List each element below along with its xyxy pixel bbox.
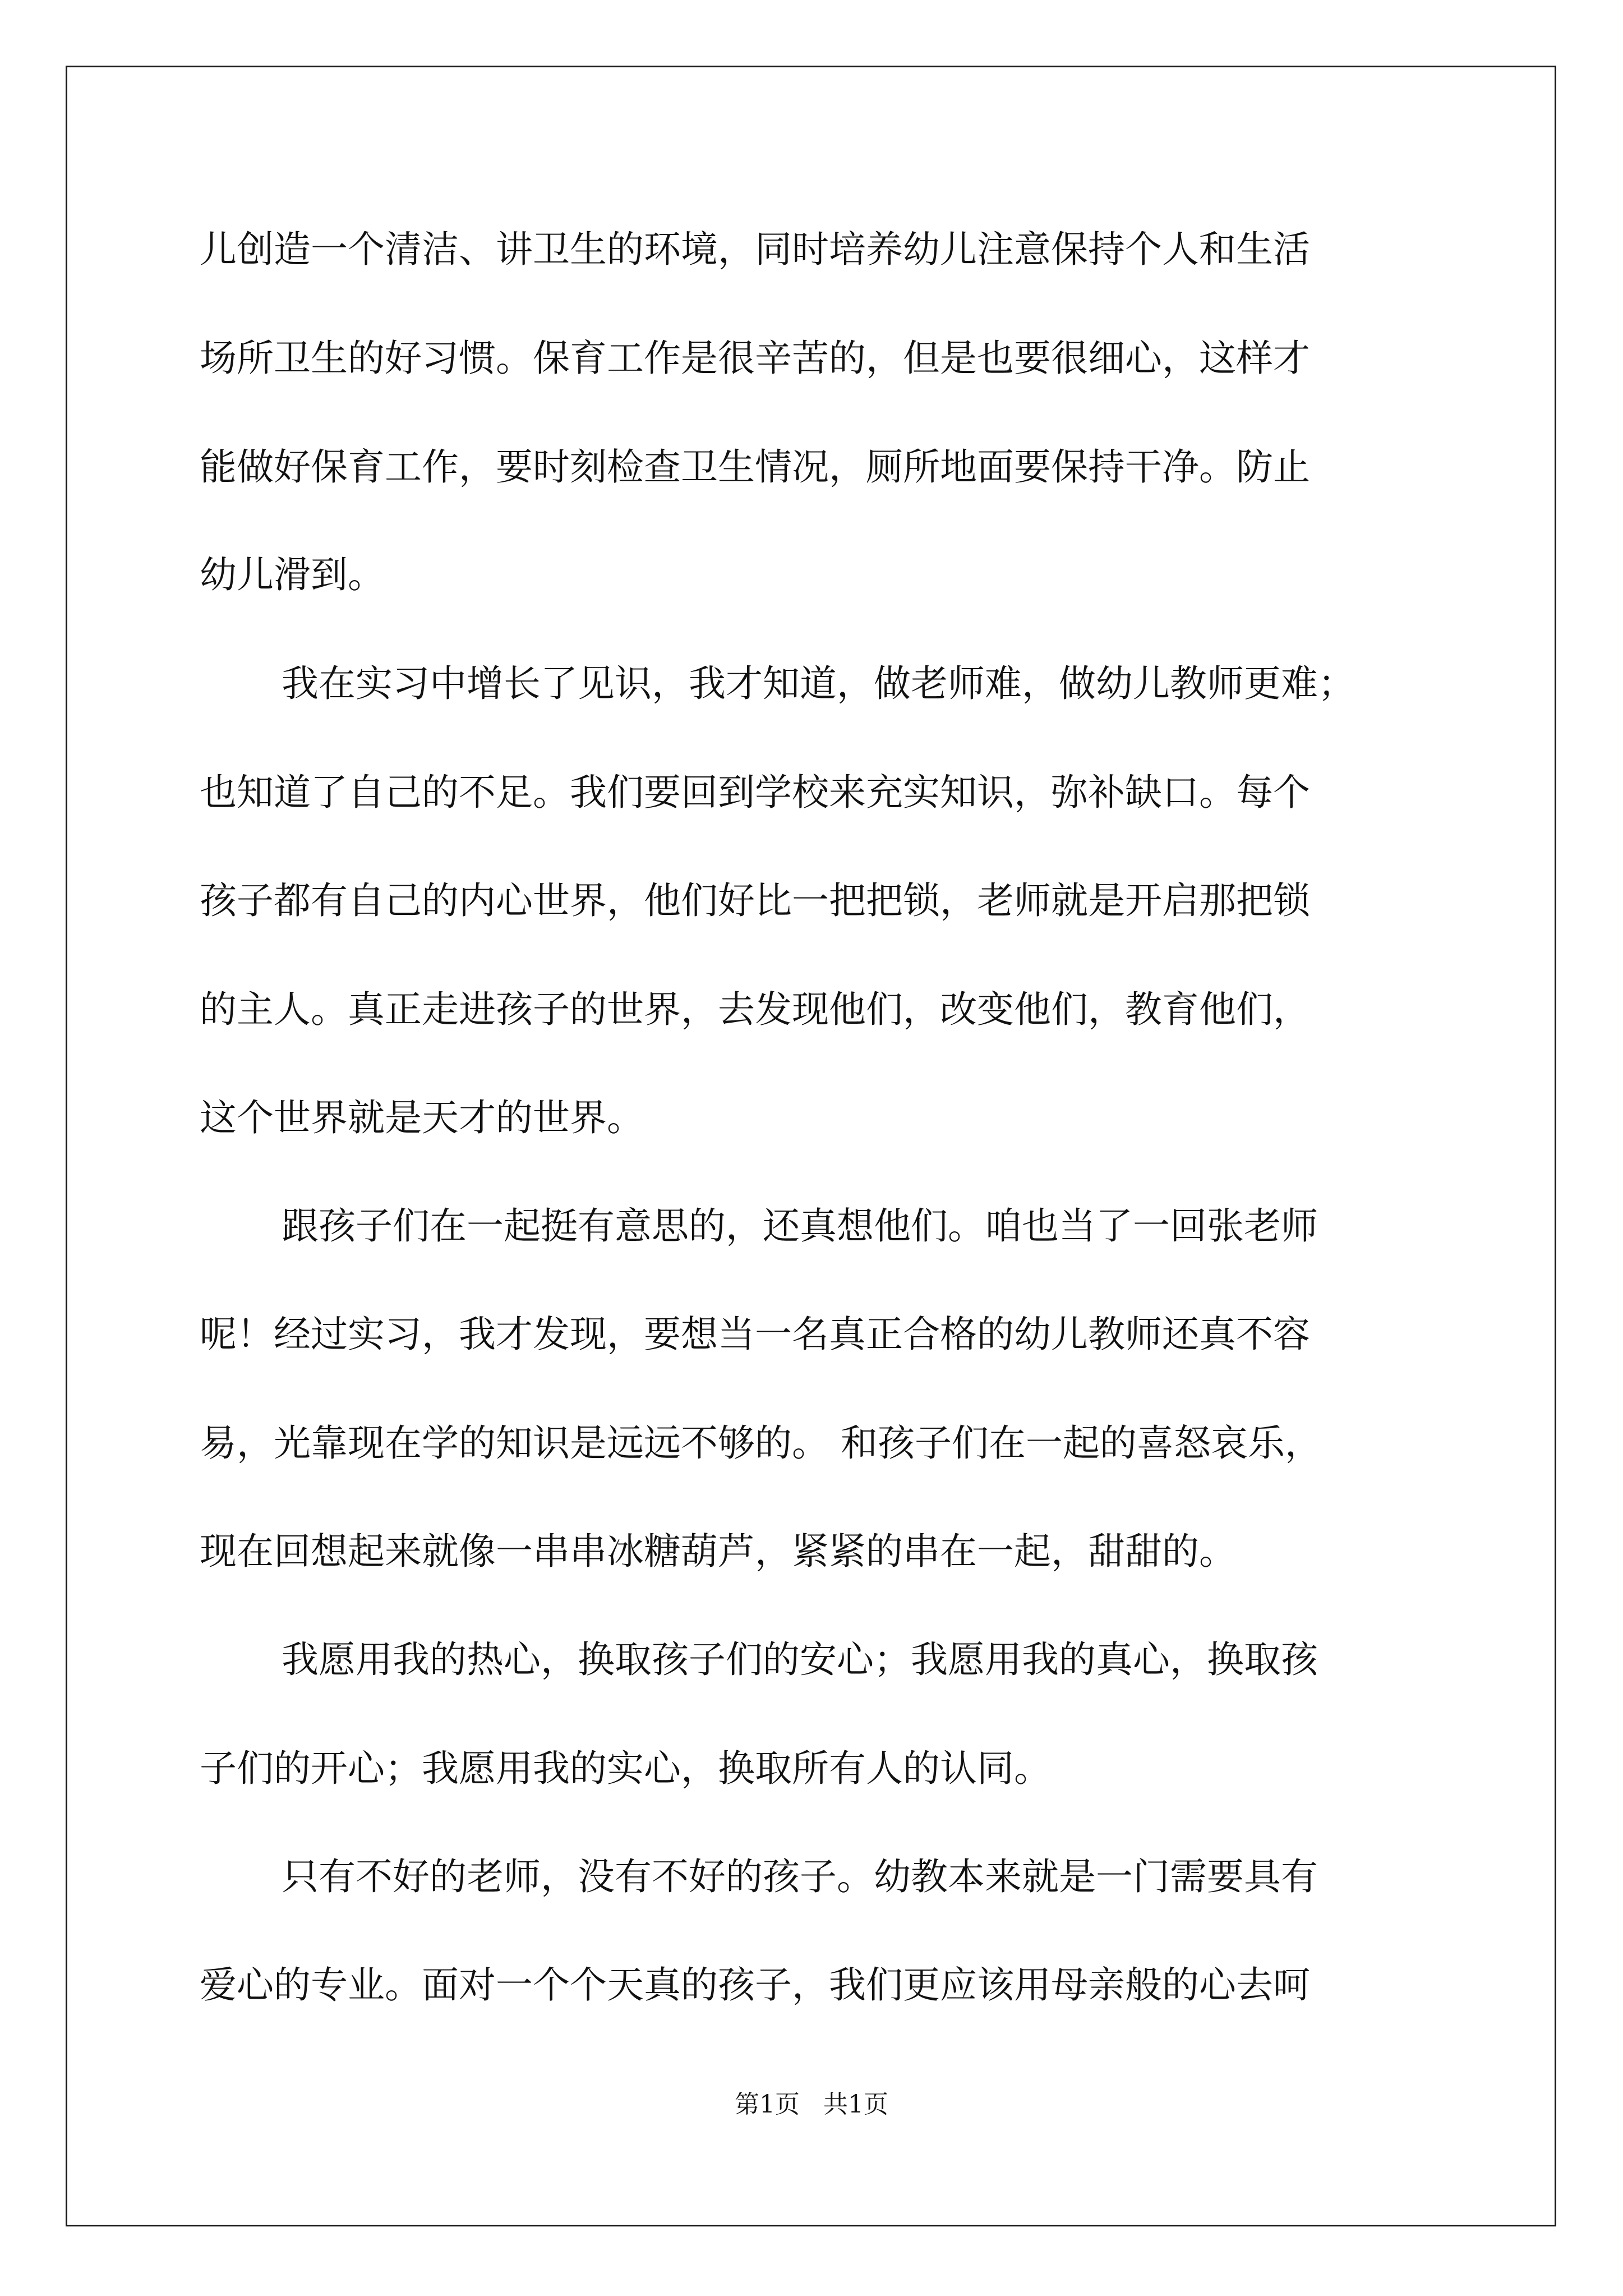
text-line: 子们的开心；我愿用我的实心，换取所有人的认同。: [200, 1747, 1051, 1790]
text-line: 也知道了自己的不足。我们要回到学校来充实知识，弥补缺口。每个: [200, 771, 1310, 814]
text-line: 场所卫生的好习惯。保育工作是很辛苦的，但是也要很细心，这样才: [200, 337, 1310, 380]
text-line: 能做好保育工作，要时刻检查卫生情况，厕所地面要保持干净。防止: [200, 445, 1310, 489]
text-line: 孩子都有自己的内心世界，他们好比一把把锁，老师就是开启那把锁: [200, 879, 1310, 922]
text-line: 这个世界就是天才的世界。: [200, 1096, 644, 1139]
text-line: 儿创造一个清洁、讲卫生的环境，同时培养幼儿注意保持个人和生活: [200, 228, 1310, 271]
text-line: 现在回想起来就像一串串冰糖葫芦，紧紧的串在一起，甜甜的。: [200, 1530, 1236, 1573]
text-line: 呢！经过实习，我才发现，要想当一名真正合格的幼儿教师还真不容: [200, 1313, 1310, 1356]
text-line: 爱心的专业。面对一个个天真的孩子，我们更应该用母亲般的心去呵: [200, 1963, 1310, 2007]
paragraph-first-line: 跟孩子们在一起挺有意思的，还真想他们。咱也当了一回张老师: [282, 1204, 1318, 1248]
text-line: 的主人。真正走进孩子的世界，去发现他们，改变他们，教育他们，: [200, 988, 1310, 1031]
text-line: 易，光靠现在学的知识是远远不够的。 和孩子们在一起的喜怒哀乐，: [200, 1421, 1322, 1465]
page-number-footer: 第1页 共1页: [735, 2090, 888, 2119]
paragraph-first-line: 我愿用我的热心，换取孩子们的安心；我愿用我的真心，换取孩: [282, 1638, 1318, 1681]
paragraph-first-line: 我在实习中增长了见识，我才知道，做老师难，做幼儿教师更难；: [282, 662, 1355, 705]
text-line: 幼儿滑到。: [200, 553, 385, 596]
paragraph-first-line: 只有不好的老师，没有不好的孩子。幼教本来就是一门需要具有: [282, 1855, 1318, 1898]
page-border: [66, 66, 1556, 2226]
